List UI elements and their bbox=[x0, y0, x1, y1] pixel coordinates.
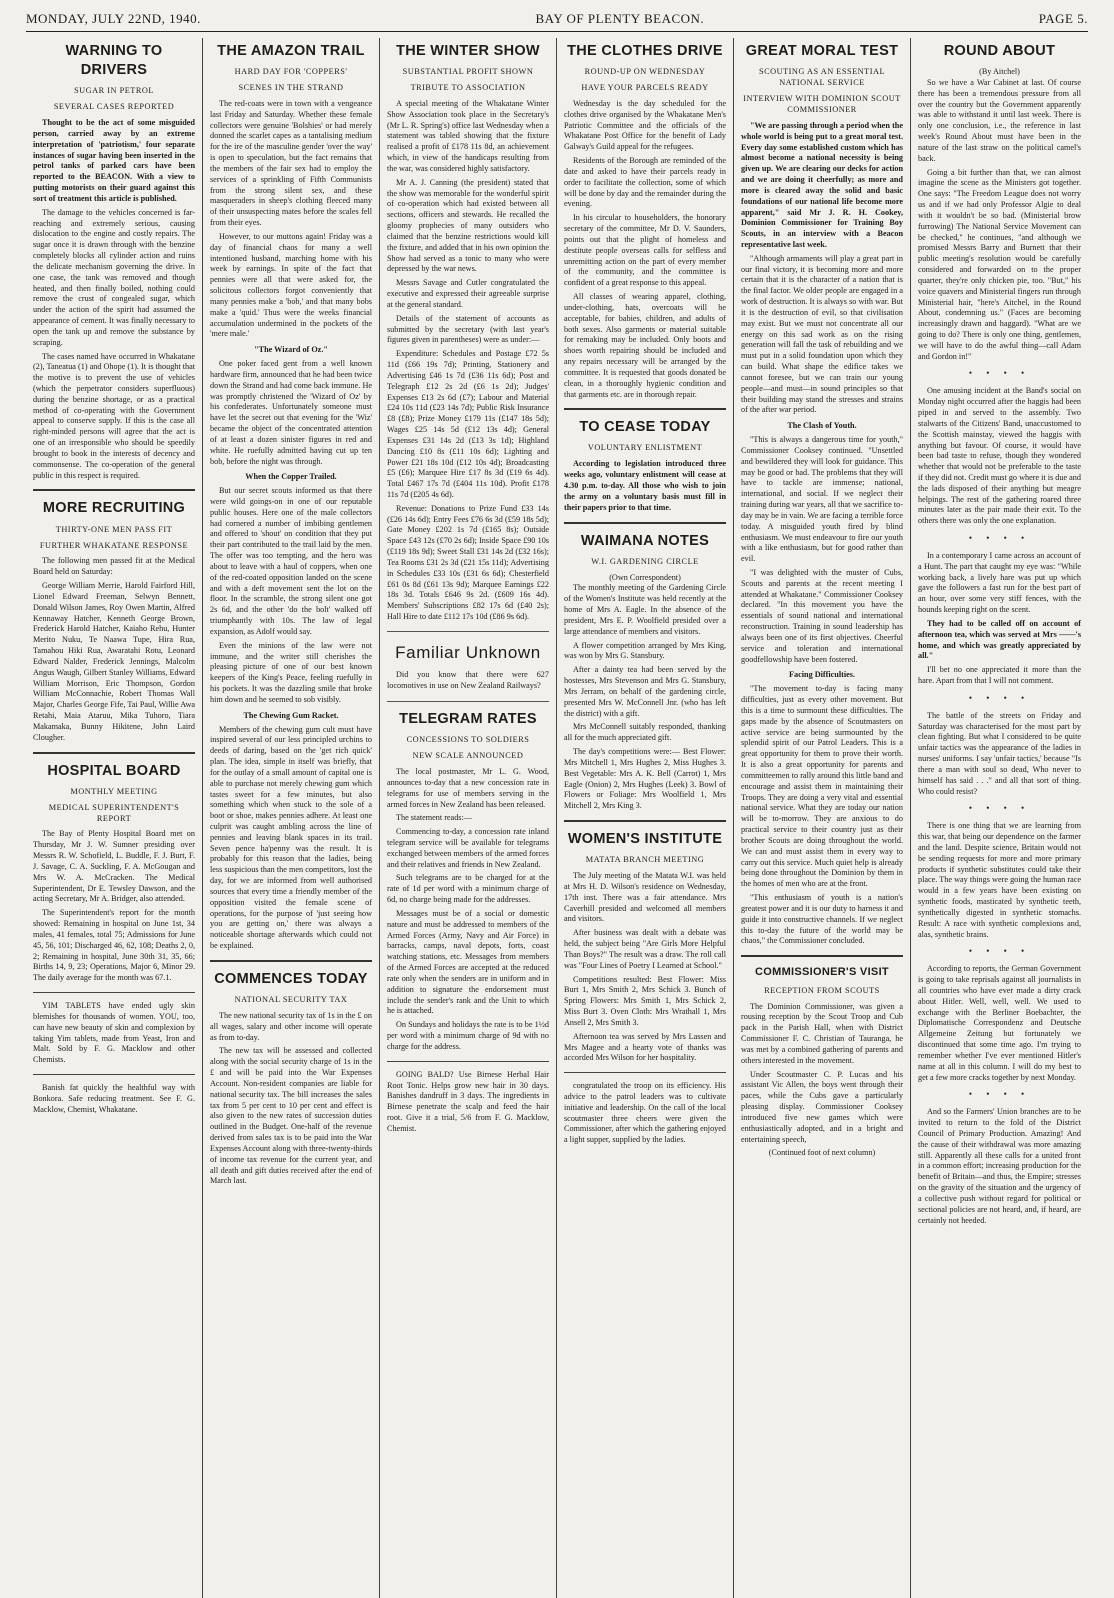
article-paragraph: The day's competitions were:— Best Flower: Mrs Mitchell 1, Mrs Hughes 2, Miss Hughes 3. Best Vegetable: Mrs A. K. Bell (Carrot) 1, Mrs Eagle (Onion) 2, Mrs Hughes (Leek) 3. Bowl of Flowers or Foliage: Mrs Woolfield 1, Mrs Mitchell 2, Mrs King 3. bbox=[564, 747, 726, 811]
article-paragraph: The cases named have occurred in Whakatane (2), Taneatua (1) and Ohope (1). It is thought that the motive is to prevent the use of vehicles (which the perpetrator considers superfluous) during the benzine shortage, or as a practical method of co-operating with the Government appeal to conserve supply. If this is the case all right-minded persons will agree that the act is one of an irresponsible who should be speedily brought to book in the interests of decency and commonsense. The co-operation of the general public in this respect is required. bbox=[33, 351, 195, 480]
article-title: HOSPITAL BOARD bbox=[47, 762, 181, 779]
divider bbox=[33, 992, 195, 993]
section-heading: When the Copper Trailed. bbox=[245, 472, 337, 482]
divider bbox=[741, 955, 903, 957]
article-paragraph: But our secret scouts informed us that there were wild goings-on in one of our reputable public houses. Here one of the male collectors had cornered a number of imbibing gentlemen and offered to 'shout' on condition that they put their part contributed to the trail laid by the men. The offer was too tempting, and the hero was about to leave with a haul of coppers, when one of the red-coated opposition landed on the scene and with a deft movement sent the lot on the floor. In the scramble, the strong silent one got 2s 6d, and the other 'do the bolt' walked off triumphantly with 10s. The law of legal expansion, as Adolf would say. bbox=[210, 486, 372, 636]
article-paragraph: The statement reads:— bbox=[396, 813, 472, 823]
divider bbox=[564, 1072, 726, 1073]
article-paragraph: According to legislation introduced three weeks ago, voluntary enlistment will cease at 4.30 p.m. to-day. All those who wish to join the army on a voluntary basis must fill in their papers prior to that time. bbox=[564, 459, 726, 512]
article-paragraph: Mr A. J. Canning (the president) stated that the show was memorable for the wonderful spirit of co-operation which had existed between all sections, officers and stewards. He recalled the gloomy prophecies of many outsiders who claimed that the benzine restrictions would kill the fixture, and added that in his own opinion the Show had served as a tonic to many who were depressed by the war news. bbox=[387, 177, 549, 274]
masthead-date: MONDAY, JULY 22ND, 1940. bbox=[26, 11, 201, 26]
advertisement: GOING BALD? Use Birnese Herbal Hair Root Tonic. Helps grow new hair in 30 days. Banishes dandruff in 3 days. The ingredients in Birnese penetrate the scalp and feed the hair root. Give it a trial, 5/6 from F. G. Macklow, Chemist. bbox=[387, 1069, 549, 1133]
article-title: GREAT MORAL TEST bbox=[745, 43, 899, 59]
article-subheading: FURTHER WHAKATANE RESPONSE bbox=[39, 540, 189, 550]
article-paragraph: According to reports, the German Government is going to take reprisals against all journalists in all countries who have ever made a dirty crack about Hitler. Well, well, well. We used to exchange with the Berliner Boebachter, the Diplomatische Correspondenz and Deutsche Allgemeine Zeitung but fortunately we discontinued that some time ago. I'm trying to remember whether I've ever mentioned Hitler's name at all in this column. I will do my best to get a few more cracks together by next Monday. bbox=[918, 964, 1081, 1082]
article-subheading: CONCESSIONS TO SOLDIERS bbox=[406, 735, 530, 745]
article-paragraph: The new tax will be assessed and collected along with the social security charge of 1s in the £ and will be paid into the War Expenses Account. Non-resident companies are liable for national security tax. The bill increases the sales tax from 5 per cent to 10 per cent and effect is also given to the new rates of succession duties outlined in the Budget. One-half of the revenue derived from sales tax is to be paid into the War Expenses Account along with three-twenty-thirds of income tax revenue for the current year, and all death and gift duties received after the end of March last. bbox=[210, 1046, 372, 1186]
article-lead: "We are passing through a period when the whole world is being put to a great moral test. Every day some established custom which has almost become a national necessity is being given up. We are clearing our decks for action and we are doing it cheerfully; as more and more is cleared away the solid and basic foundations of our national life become more apparent," said Mr J. R. H. Cookey, Dominion Commissioner for Training Boy Scouts, in an interview with a Beacon representative last week. bbox=[741, 120, 903, 249]
divider bbox=[564, 408, 726, 410]
article-paragraph: The Superintendent's report for the month showed: Remaining in hospital on June 1st, 34 males, 41 females, total 75; Admissions for June 45, 56, 101; Discharged 46, 62, 108; Deaths 2, 0, 2; Remaining in hospital, June 30th 31, 35, 66; Births 14, 9, 23; Operations, Major 6, Minor 29. The daily average for the month was 67.1. bbox=[33, 908, 195, 983]
article-paragraph: Even the minions of the law were not immune, and the writer still cherishes the pleasing picture of one of our best known keepers of the King's Peace, feeling ruefully in his pockets. It was the dazzling smile that broke him down and he seemed to sob visibly. bbox=[210, 640, 372, 704]
article-paragraph: George William Merrie, Harold Fairford Hill, Lionel Edward Freeman, Selwyn Bennett, Donald Wilson James, Roy Owen Martin, Alfred Kennaway Hatcher, Kenneth George Brown, Frederick Harold Hatcher, Kaiaho Rehu, Hunter Merito Nuku, Te Naawa Tupe, Hira Rua, Tamahou Hiki Rua, Awaratahi Rotu, Leonard Edward Nalder, Frederick Jennings, Malcolm Angus Waugh, Gilbert Stanley Williams, Edward William Morrison, Eric Thompson, Gordon William McConnachie, Robert Thomas Wall Major, Charles George Fife, Tai Paul, Willie Awa Retahi, Maia Ataruu, Mika Tuhoro, Tiara Makamaka, Bunny Hikitene, John Laird Clougher. bbox=[33, 581, 195, 742]
article-continuation: congratulated the troop on its efficiency. His advice to the patrol leaders was to cultivate initiative and leadership. On the call of the local scoutmaster three cheers were given the Commissioner, after which the gathering enjoyed a light supper, supplied by the ladies. bbox=[564, 1081, 726, 1145]
article-title: WOMEN'S INSTITUTE bbox=[567, 831, 723, 848]
columns bbox=[26, 38, 1088, 1598]
article-subheading: MEDICAL SUPERINTENDENT'S REPORT bbox=[48, 802, 180, 823]
article-paragraph: A special meeting of the Whakatane Winter Show Association took place in the Secretary's (Mr L. R. Spring's) office last Wednesday when a statement was tabled showing that the fixture realised a profit of £178 11s 8d, an achievement which, in view of the handicaps resulting from the war, was considered highly satisfactory. bbox=[387, 99, 549, 173]
section-heading: Facing Difficulties. bbox=[789, 670, 855, 680]
column-4 bbox=[557, 38, 734, 1598]
article-subheading: ROUND-UP ON WEDNESDAY bbox=[584, 67, 706, 77]
article-paragraph: All classes of wearing apparel, clothing, under-clothing, hats, overcoats will be acceptable, for babies, children, and adults of both sexes. Also garments or material suitable for remaking may be included. Only boots and shoes worth repairing should be included and any repairs necessary will be arranged by the committee. It is requested that goods donated be clean, in a thoroughly hygienic condition and that garments etc. are in thorough repair. bbox=[564, 292, 726, 399]
feature-title: Familiar Unknown bbox=[395, 642, 541, 662]
article-paragraph: Revenue: Donations to Prize Fund £33 14s (£26 14s 6d); Entry Fees £76 6s 3d (£59 18s 5d); Gate Money £202 1s 7d (£165 8s); Outside Space £43 12s (£70 2s 6d); Inside Space £90 10s (£119 18s 9d); Sweet Stall £31 14s 2d (£32 16s); Tea Rooms £31 2s 3d (£21 15s 11d); Advertising in Schedules £33 10s (£31 6s 6d); Chesterfield £61 0s 8d (£61 13s 9d); Marquee Earnings £22 18s 3d. Totals £646 9s 2d. (£609 16s 4d). Members' Subscriptions £82 17s 6d (£40 2s); Hall Hire to date £112 17s 10d (£86 9s 6d). bbox=[387, 503, 549, 622]
article-paragraph: Competitions resulted: Best Flower: Miss Burt 1, Mrs Smith 2, Mrs Schick 3. Bunch of Spring Flowers: Mrs Smith 1, Mrs Schick 2, Miss Burt 3. Oven Cloth: Mrs Wrathall 1, Mrs Ansell 2, Mrs Smith 3. bbox=[564, 974, 726, 1027]
article-paragraph: In his circular to householders, the honorary secretary of the committee, Mr D. V. Saunders, points out that the plight of homeless and destitute people overseas calls for selfless and unremitting action on the part of every member of the community, and the committee is confident of a great response to this appeal. bbox=[564, 213, 726, 288]
article-paragraph: "This is always a dangerous time for youth," Commissioner Cooksey continued. "Unsettled and bewildered they will look for guidance. This may be good or bad. The problems that they will have to tackle are immense; national, international, and social. If we neglect their training during war years, all that we sacrifice to-day may be in vain. We are facing a terrible force today. A misguided youth fired by blind enthusiasm. We must endeavour to fire our youth with a like enthusiasm, but for good rather than evil. bbox=[741, 435, 903, 564]
article-title: COMMENCES TODAY bbox=[214, 970, 368, 987]
column-6 bbox=[911, 38, 1088, 1598]
article-subheading: INTERVIEW WITH DOMINION SCOUT COMMISSIONER bbox=[743, 94, 901, 114]
article-title: WARNING TO DRIVERS bbox=[65, 43, 163, 79]
column-5 bbox=[734, 38, 911, 1598]
article-paragraph: Members of the chewing gum cult must have inspired several of our less principled urchins to deeds of daring, based on the 'get rich quick' plan. The idea, simple in itself was briefly, that for the outlay of a small amount of capital one is able to purchase not merely chewing gum which tastes sweet for a few minutes, but also something which when stuck to the sole of a boot or shoe, makes pennies adhere. At least one culprit was caught ambling across the line of pennies and leaving blank spaces in its trail. Seven pence ha'penny was the result. It is probably for this reason that the ladies, being less suspicious than the men competitors, lost the day, for we are informed from well authorised sources that every time a friendly member of the opposition visited the female scene of operations, for the purpose of 'just seeing how you are getting on,' there was always a noticeable shortage afterwards which could not be explained. bbox=[210, 724, 372, 951]
article-subheading: THIRTY-ONE MEN PASS FIT bbox=[55, 524, 173, 534]
article-subheading: SEVERAL CASES REPORTED bbox=[53, 102, 175, 112]
article-paragraph: Afternoon tea was served by Mrs Lassen and Mrs Magee and a hearty vote of thanks was accorded Mrs Wilson for her hospitality. bbox=[564, 1031, 726, 1063]
article-subheading: HARD DAY FOR 'COPPERS' bbox=[234, 67, 348, 77]
article-title: TO CEASE TODAY bbox=[579, 419, 711, 436]
article-paragraph: The battle of the streets on Friday and Saturday was characterised for the most part by clean fighting. But what I considered to be quite unfair tactics was the appearance of the ladies in nurses' uniforms. I say 'unfair tactics,' because "Is there a man with soul so dead, Who never to himself has said . . ." and all that sort of thing. Who could resist? bbox=[918, 710, 1081, 796]
article-title: THE AMAZON TRAIL bbox=[217, 43, 365, 59]
article-paragraph: Residents of the Borough are reminded of the date and asked to have their parcels ready in order to facilitate the collection, some of which will be done by day and the remainder during the evening. bbox=[564, 156, 726, 209]
advertisement: YIM TABLETS have ended ugly skin blemishes for thousands of women. YOU, too, can have new beauty of skin and complexion by taking Yim tablets, made from Yeast, Iron and Malt. Sold by F. G. Macklow and other Chemists. bbox=[33, 1001, 195, 1065]
article-paragraph: The new national security tax of 1s in the £ on all wages, salary and other income will operate as from to-day. bbox=[210, 1011, 372, 1042]
correspondent-credit: (Own Correspondent) bbox=[609, 572, 681, 582]
column-2 bbox=[203, 38, 380, 1598]
divider bbox=[33, 1074, 195, 1075]
article-paragraph: So we have a War Cabinet at last. Of course there has been a tremendous pressure from all over the country but the Government apparently was able to withstand it until last week. There is only one conclusion, i.e., the reference in last week's Round About must have been in the nature of the last straw on the political camel's back. bbox=[918, 77, 1081, 163]
article-paragraph: Such telegrams are to be charged for at the rate of 1d per word with a minimum charge of 6d, no charge being made for the addresses. bbox=[387, 873, 549, 905]
masthead bbox=[26, 10, 1088, 32]
article-subheading: SCENES IN THE STRAND bbox=[238, 83, 344, 93]
divider bbox=[210, 960, 372, 962]
feature-text: Did you know that there were 627 locomotives in use on New Zealand Railways? bbox=[387, 670, 549, 691]
divider bbox=[564, 522, 726, 524]
article-paragraph: "Although armaments will play a great part in our final victory, it is becoming more and more certain that it is the character of a nation that is the final factor. We older people are engaged in a work of destruction. It is always so with war. But it is the destruction of evil, so that civilisation may exist. But we must not concentrate all our energy on this sad work as on the rising generation will fall the task of rebuilding and we must put in a solid foundation upon which they can build. What shape the edifice takes we cannot foresee, but we can train our young people—and must—in sound principles so that their building may stand the stresses and strains of the after war period. bbox=[741, 253, 903, 415]
byline: (By Aitchel) bbox=[979, 67, 1020, 77]
divider bbox=[387, 1061, 549, 1062]
article-subheading: MATATA BRANCH MEETING bbox=[585, 855, 705, 865]
article-paragraph: However, to our muttons again! Friday was a day of financial chaos for many a well intentioned husband, marching home with his week by earnings. In spite of the fact that pennies were all that were asked for, the solicitous collectors forgot conveniently that many pennies make a 'bob,' and that many bobs make a 'quid.' Thus were the weeks financial accumulation undermined in the pockets of the 'mere male.' bbox=[210, 231, 372, 339]
article-subheading: MONTHLY MEETING bbox=[70, 786, 158, 796]
article-paragraph: Details of the statement of accounts as submitted by the secretary (with last year's figures given in parentheses) were as under:— bbox=[387, 313, 549, 345]
article-subheading: VOLUNTARY ENLISTMENT bbox=[587, 443, 703, 453]
article-paragraph: Under Scoutmaster C. P. Lucas and his assistant Vic Allen, the boys went through their paces, while the Cubs gave a particularly pleasing display. Commissioner Cooksey introduced five new games which were enthusiastically adopted, and in a bright and entertaining speech, bbox=[741, 1069, 903, 1144]
article-title: THE CLOTHES DRIVE bbox=[567, 43, 723, 59]
divider bbox=[564, 820, 726, 822]
continuation-note: (Continued foot of next column) bbox=[768, 1148, 876, 1158]
section-ornament: • • • • bbox=[968, 1089, 1031, 1100]
feature-box bbox=[387, 631, 549, 702]
article-paragraph: "I was delighted with the muster of Cubs, Scouts and parents at the recent meeting I attended at Whakatane." Commissioner Cooksey declared. "In this movement you have the essentials of sound national and international reconstruction. Training in sound leadership has always been one of its first objectives. Cheerful service and toleration and international goodfellowship have been fostered. bbox=[741, 568, 903, 664]
article-paragraph: One amusing incident at the Band's social on Monday night occurred after the haggis had been piped in and served to the assembly. Two stalwarts of the Citizens' Band, unaccustomed to the Scottish mainstay, viewed the haggis with anything but favour. Of course, it would have been bad taste to refuse, though they wondered whether that would not be preferable to the taste if they did not. Credit must go where it is due and the lads disposed of their anything but meagre helpings. The rest of the gathering roared three minutes later as the pair made their exit. To the others there was only the one explanation. bbox=[918, 386, 1081, 526]
section-ornament: • • • • bbox=[968, 803, 1031, 814]
article-paragraph: The local postmaster, Mr L. G. Wood, announces to-day that a new concession rate in telegrams for use of members serving in the armed forces in New Zealand has been released. bbox=[387, 767, 549, 809]
article-subheading: SUBSTANTIAL PROFIT SHOWN bbox=[402, 67, 534, 77]
section-ornament: • • • • bbox=[968, 692, 1031, 703]
article-subheading: TRIBUTE TO ASSOCIATION bbox=[410, 83, 526, 93]
article-lead: Thought to be the act of some misguided person, carried away by an extreme interpretation of 'patriotism,' four separate instances of sugar having been inserted in the petrol tanks of parked cars have been reported to the BEACON. With a view to putting motorists on their guard against this sort of treatment this article is published. bbox=[33, 118, 195, 203]
article-paragraph: After business was dealt with a debate was held, the subject being "Are Girls More Helpful Than Boys?" The result was a draw. The roll call was "Four Lines of Poetry I Learned at School." bbox=[564, 928, 726, 970]
article-title: COMMISSIONER'S VISIT bbox=[755, 966, 889, 979]
article-title: ROUND ABOUT bbox=[943, 43, 1056, 59]
divider bbox=[33, 489, 195, 491]
article-paragraph: And so the Farmers' Union branches are to be invited to return to the fold of the District Council of Primary Production. Amazing! And the cause of their withdrawal was more amazing still. Apparently all these calls for a united front in a common effort; increasing production for the benefit of Britain—and thus, the Empire; stresses on the gravity of the situation and the urgency of a collective push without regard for political or sectional policies are not heard, and, if heard, are certainly not heeded. bbox=[918, 1107, 1081, 1225]
article-subheading: SUGAR IN PETROL bbox=[74, 86, 154, 96]
article-paragraph: Wednesday is the day scheduled for the clothes drive organised by the Whakatane Men's Patriotic Committee and the officials of the Whakatane Post Office for the benefit of Lady Galway's Guild appeal for the refugees. bbox=[564, 99, 726, 152]
article-paragraph: There is one thing that we are learning from this war, that being our dependence on the farmer and the land. Despite science, Britain would not be sending requests for more and more primary products if synthetic substitutes could take their place. The way things were going the human race would in a few years have been existing on synthetic foods, masticated by synthetic teeth, synthetically digested in synthetic stomachs. Result: A race with synthetic complexions and, alas, synthetic brains. bbox=[918, 821, 1081, 939]
divider bbox=[33, 752, 195, 754]
article-paragraph: On Sundays and holidays the rate is to be 1½d per word with a minimum charge of 9d with no charge for the address. bbox=[387, 1020, 549, 1051]
article-paragraph: The Bay of Plenty Hospital Board met on Thursday, Mr J. W. Sumner presiding over Messrs R. W. Schofield, L. Buddle, F. J. Burt, F. J. Savage, C. A. Suckling, F. A. McGougan and Mrs W. A. McCracken. The Medical Superintendent, Dr E. Tewsley Dawson, and the acting Secretary, Mr A. Bridger, also attended. bbox=[33, 829, 195, 904]
article-paragraph: Messages must be of a social or domestic nature and must be addressed to members of the Armed Forces (Army, Navy and Air Force) in barracks, camps, naval depots, forts, coast watching stations, etc. Messages from members of the Armed Forces are accepted at the reduced rate only when the senders are in uniform and in addition to signature the endorsement must include the sender's rank and the Unit to which he is attached. bbox=[387, 908, 549, 1016]
article-subheading: NEW SCALE ANNOUNCED bbox=[412, 751, 524, 761]
article-paragraph: Commencing to-day, a concession rate inland telegram service will be available for telegrams exchanged between members of the armed forces and their relatives and friends in New Zealand. bbox=[387, 827, 549, 869]
section-heading: The Chewing Gum Racket. bbox=[243, 710, 339, 720]
article-paragraph: I'll bet no one appreciated it more than the hare. Apart from that I will not comment. bbox=[918, 665, 1081, 686]
article-paragraph: They had to be called off on account of afternoon tea, which was served at Mrs ——'s home, and which was greatly appreciated by all." bbox=[918, 618, 1081, 661]
article-paragraph: The red-coats were in town with a vengeance last Friday and Saturday. Whether these female collectors were genuine 'Bolshies' or had merely donned the scarlet capes as a tantalising medium for the ire of the masculine gender 'over the way' is open to speculation, but the fact remains that the members of the fair sex had to employ the services of a sprinkling of Fifth Communists from the strong silent sex, and these masqueraders in sheep's clothing fleeced many of their unsuspecting mates before the scales fell from their eyes. bbox=[210, 99, 372, 228]
column-1 bbox=[26, 38, 203, 1598]
article-subheading: NATIONAL SECURITY TAX bbox=[234, 995, 348, 1005]
section-heading: The Clash of Youth. bbox=[787, 421, 857, 431]
article-paragraph: The monthly meeting of the Gardening Circle of the Women's Institute was held recently at the home of Mrs A. Eagle. In the absence of the president, Mrs E. P. Woolfield presided over a large attendance of members and visitors. bbox=[564, 583, 726, 636]
section-ornament: • • • • bbox=[968, 368, 1031, 379]
article-title: WAIMANA NOTES bbox=[580, 532, 710, 549]
article-subheading: W.I. GARDENING CIRCLE bbox=[591, 556, 699, 566]
article-subheading: SCOUTING AS AN ESSENTIAL NATIONAL SERVICE bbox=[758, 67, 886, 88]
article-subheading: HAVE YOUR PARCELS READY bbox=[581, 83, 709, 93]
column-3 bbox=[380, 38, 557, 1598]
section-ornament: • • • • bbox=[968, 533, 1031, 544]
article-paragraph: After a dainty tea had been served by the hostesses, Mrs Stevenson and Mrs G. Stansbury, Mrs Jerram, on behalf of the gardening circle, presented Mrs W. McConnell Jnr. (who has left the district) with a gift. bbox=[564, 665, 726, 718]
article-paragraph: One poker faced gent from a well known hardware firm, announced that he had been twice down the Strand and had come back immune. He was promptly christened the 'Wizard of Oz' by his confederates. Unfortunately someone must have let the secret out that evening for the 'Wiz' became the object of the concentrated attention of at least a dozen sinister figures in red and white. He ruefully admitted having cut up ten bob, before the night was through. bbox=[210, 359, 372, 466]
section-heading: "The Wizard of Oz." bbox=[254, 345, 328, 355]
article-title: TELEGRAM RATES bbox=[399, 711, 537, 728]
article-paragraph: The damage to the vehicles concerned is far-reaching and extremely serious, causing dislocation to the engine and costly repairs. The sugar once it is drawn through with the benzine completely blocks all cylinder action and ruins the delicate mechanism governing the drive. In one case, the tank was removed and though heated, and then finally boiled, nothing could remove the crust of congealed sugar, which under the action of the spirit had assumed the appearance of cement. It was finally necessary to open the tank up and remove the substance by scraping. bbox=[33, 207, 195, 347]
article-paragraph: Going a bit further than that, we can almost imagine the scene as the Ministers got together. One says: "The Freedom League does not worry us and if we had only Professor Algie to deal with it wouldn't be so bad. (Ministerial brow furrowing) The National Service Movement can be checked," he continues, "and although we promised Messrs Barry and Burnett that their public meeting's resolution would be carefully considered and forwarded on to the proper quarter, they're only chicken pie, too. "But," his voice quavers and Ministerial fingers run through Ministerial hair, "here's Aitchel, in the Round About, condemning us." (Faces are becoming increasingly drawn and haggard). "What are we going to do? There is only one thing, gentlemen, we will have to do the awful thing—call Adam and Gordon in!" bbox=[918, 167, 1081, 361]
article-title: MORE RECRUITING bbox=[42, 500, 186, 517]
article-paragraph: Messrs Savage and Cutler congratulated the executive and expressed their agreeable surprise at the general standard. bbox=[387, 278, 549, 309]
advertisement: Banish fat quickly the healthful way with Bonkora. Safe reducing treatment. See F. G. Macklow, Chemist, Whakatane. bbox=[33, 1083, 195, 1114]
article-paragraph: "The movement to-day is facing many difficulties, just as every other movement. But this is a time to surmount these difficulties. The gaps made by the absence of Scoutmasters on active service are being surmounted by the splendid spirit of our Patrol Leaders. This is a great opportunity for them to prove their worth. It is also a great opportunity for parents and committeemen to rally around this little band and encourage and assist them in maintaining their Troops. They are doing a very vital and essential national service. What they are today our nation will be to-morrow. They are anxious to do practical service to their country just as their brother Scouts are doing throughout the world. We can and must assist them in every way to carry out this service. Much quiet help is already being done throughout the Dominion by them in the homes of men who are at the front. bbox=[741, 684, 903, 889]
masthead-page: PAGE 5. bbox=[1038, 11, 1088, 26]
article-paragraph: The July meeting of the Matata W.I. was held at Mrs H. D. Wilson's residence on Wednesday, 17th inst. There was a fair attendance. Mrs Caverhill presided and welcomed all members and visitors. bbox=[564, 871, 726, 924]
article-paragraph: The Dominion Commissioner, was given a rousing reception by the Scout Troop and Cub pack in the Parish Hall, when with District Commissioner F. C. Christian of Tauranga, he was met by a combined gathering of parents and others interested in the movement. bbox=[741, 1001, 903, 1065]
article-subheading: RECEPTION FROM SCOUTS bbox=[764, 985, 880, 995]
masthead-title: BAY OF PLENTY BEACON. bbox=[535, 11, 705, 26]
article-paragraph: The following men passed fit at the Medical Board held on Saturday: bbox=[33, 556, 195, 577]
article-paragraph: A flower competition arranged by Mrs King, was won by Mrs G. Stansbury. bbox=[564, 640, 726, 661]
article-paragraph: In a contemporary I came across an account of a Hunt. The part that caught my eye was: "While working back, a lively hare was put up which gave the followers a fast run for the best part of an hour, over some very stiff fences, with the hounds keeping right on the scent. bbox=[918, 551, 1081, 615]
section-ornament: • • • • bbox=[968, 946, 1031, 957]
article-title: THE WINTER SHOW bbox=[396, 43, 540, 59]
article-paragraph: Expenditure: Schedules and Postage £72 5s 11d (£66 19s 7d); Printing, Stationery and Advertising £46 1s 7d (£36 11s 6d); Post and Telegraph £12 2s 2d (£6 1s 2d); Judges' Expenses £13 2s 6d (£7); Labour and Material £24 10s 11d (£23 14s 7d); Public Risk Insurance £8 (£8); Prize Money £179 11s (£147 18s 5d); Wages £25 14s 5d (£12 13s 4d); General Expenses £31 14s 2d (£13 3s 1d); Highland Dancing £10 8s (£11 10s 6d); Lighting and Power £21 18s 10d (£12 10s 4d); Broadcasting £5 (£6); Marquee Hire £17 8s 3d (£19 6s 4d). Total £467 17s 7d (£404 11s 10d). Profit £178 11s 7d (£205 4s 6d). bbox=[387, 349, 549, 499]
article-paragraph: Mrs McConnell suitably responded, thanking all for the much appreciated gift. bbox=[564, 722, 726, 743]
article-paragraph: "This enthusiasm of youth is a nation's greatest power and it is our duty to harness it and guide it into constructive channels. If we neglect this to-day the future of the world may be chaos," the Commissioner concluded. bbox=[741, 893, 903, 946]
